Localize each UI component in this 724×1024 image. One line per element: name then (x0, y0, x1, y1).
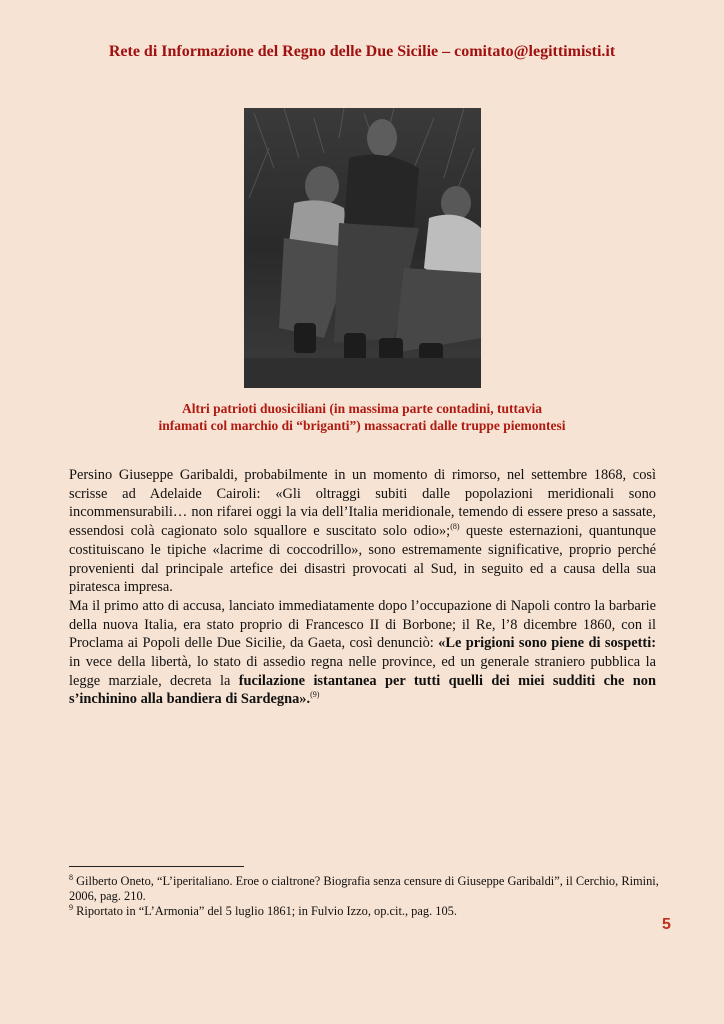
photo-illustration (244, 108, 481, 388)
paragraph-1-text: Persino Giuseppe Garibaldi, probabilmente in un momento di rimorso, nel settembre 1868, così scrisse ad Adelaide Cairoli: «Gli oltraggi subiti dalle popolazioni meridionali sono incommensurabili… non rifarei oggi la via dell’Italia meridionale, temendo di essere preso a sassate, essendosi colà cagionato solo squallore e suscitato solo odio»; (69, 467, 656, 540)
paragraph-2-text: Ma il primo atto di accusa, lanciato immediatamente dopo l’occupazione di Napoli contro la barbarie della nuova Italia, era stato proprio di Francesco II di Borbone; il Re, l’8 dicembre 1860, con il Proclama ai Popoli delle Due Sicilie, da Gaeta, così denunciò: (69, 597, 656, 652)
paragraph-1-continued: queste esternazioni, quantunque costituiscano le tipiche «lacrime di coccodrillo», sono estremamente significative, proprio perché provenienti dal principale artefice dei disastri provocati al Sud, in seguito ed a causa della sua piratesca impresa. (69, 523, 656, 596)
paragraph-2-bold-quote-2: fucilazione istantanea per tutti quelli dei miei sudditi che non s’inchinino alla bandiera di Sardegna». (69, 672, 657, 708)
footnote-8 (69, 874, 669, 904)
footnote-text: Gilberto Oneto, “L’iperitaliano. Eroe o cialtrone? Biografia senza censure di Giuseppe Garibaldi”, il Cerchio, Rimini, 2006, pag. 210. (69, 874, 659, 903)
body-text (69, 466, 656, 709)
footnote-number: 9 (69, 902, 73, 912)
footnote-ref-9[interactable]: (9) (310, 690, 320, 700)
caption-line-2: infamati col marchio di “briganti”) massacrati dalle truppe piemontesi (158, 418, 566, 433)
historical-photo (244, 108, 481, 388)
page-number: 5 (662, 916, 671, 933)
footnote-ref-8[interactable]: (8) (450, 522, 460, 532)
paragraph-1 (69, 466, 656, 597)
paragraph-2-bold-quote: «Le prigioni sono piene di sospetti: (438, 635, 657, 652)
paragraph-2-text-2: in vece della libertà, lo stato di assedio regna nelle province, ed un generale straniero pubblica la legge marziale, decreta la (69, 654, 656, 689)
footnotes (69, 874, 669, 919)
paragraph-2 (69, 597, 656, 709)
footnote-divider (69, 866, 244, 867)
page-header-title: Rete di Informazione del Regno delle Due Sicilie – comitato@legittimisti.it (108, 43, 616, 60)
caption-line-1: Altri patrioti duosiciliani (in massima parte contadini, tuttavia (181, 401, 542, 416)
figure-caption (120, 400, 604, 434)
footnote-text: Riportato in “L’Armonia” del 5 luglio 1861; in Fulvio Izzo, op.cit., pag. 105. (76, 904, 457, 918)
footnote-number: 8 (69, 872, 73, 882)
footnote-9 (69, 904, 669, 919)
